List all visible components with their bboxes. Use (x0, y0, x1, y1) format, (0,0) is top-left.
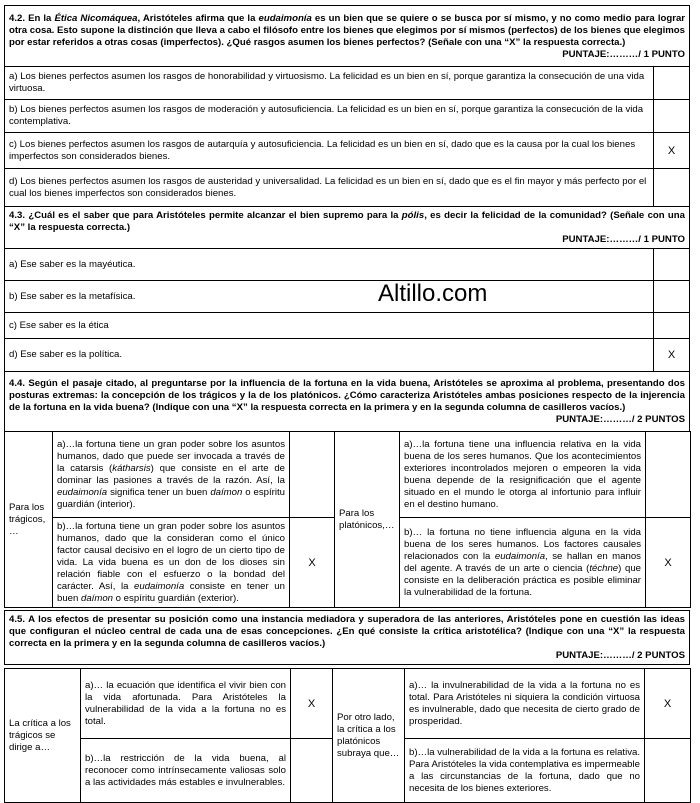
score-line: PUNTAJE:………/ 2 PUNTOS (555, 650, 685, 661)
platonic-critique-answer-box-b[interactable] (645, 739, 691, 803)
question-4-5-grid (4, 668, 691, 803)
question-4-5-prompt: 4.5. A los efectos de presentar su posición como una instancia mediadora y superadora de las anteriores, Aristóteles pone en cuestión las ideas que configuran el núcleo central de cada una de esas concepciones. ¿En qué consiste la crítica aristotélica? (Indique con una “X” la respuesta correcta en la primera y en la segunda columna de casilleros vacíos.) PUNTAJE:………/ 2 PUNTOS (5, 611, 690, 665)
tragic-critique-option-a: a)… la ecuación que identifica el vivir bien con la vida afortunada. Para Aristóteles la vulnerabilidad de la vida a la fortuna no es total. (81, 669, 291, 739)
answer-box-b[interactable] (653, 281, 689, 313)
platonic-critique-option-b: b)…la vulnerabilidad de la vida a la fortuna es relativa. Para Aristóteles la vida contemplativa es impermeable a las circunstancias de la fortuna, dado que no necesita de los bienes exteriores. (405, 739, 645, 803)
platonic-critique-answer-box-a[interactable]: X (645, 669, 691, 739)
answer-box-a[interactable] (653, 67, 689, 100)
score-line: PUNTAJE:………/ 2 PUNTOS (555, 414, 685, 425)
question-4-4-prompt: 4.4. Según el pasaje citado, al preguntarse por la influencia de la fortuna en la vida buena, Aristóteles se aproxima al problema, presentando dos posturas extremas: la concepción de los trágicos y la de los platónicos. ¿Cómo caracteriza Aristóteles ambas posiciones respecto de la injerencia de la fortuna en la vida buena? (Indique con una “X” la respuesta correcta en la primera y en la segunda columna de casilleros vacíos.) PUNTAJE:………/ 2 PUNTOS (5, 372, 690, 432)
question-number: 4.2. (9, 12, 26, 24)
platonic-label: Para los platónicos,… (335, 432, 400, 608)
platonic-option-b: b)… la fortuna no tiene influencia alguna en la vida buena de los seres humanos. Los factores causales relacionados con la eudaimonía, se hallan en manos del agente. A través de un arte o ciencia (téchne) que consiste en la deliberación práctica es posible eliminar la vulnerabilidad de la fortuna. (400, 518, 646, 608)
question-number: 4.5. (9, 614, 26, 625)
option-a: a) Ese saber es la mayéutica. (5, 249, 654, 281)
tragic-critique-option-b: b)…la restricción de la vida buena, al reconocer como intrínsecamente valiosas solo a las actividades más estables e invulnerables. (81, 739, 291, 803)
tragic-label: Para los trágicos, … (5, 432, 53, 608)
answer-box-d[interactable]: X (653, 339, 689, 372)
answer-box-c[interactable]: X (653, 133, 689, 169)
option-c: c) Ese saber es la ética (5, 313, 654, 339)
answer-box-a[interactable] (653, 249, 689, 281)
tragic-critique-answer-box-b[interactable] (291, 739, 333, 803)
platonic-answer-box-b[interactable]: X (646, 518, 691, 608)
question-number: 4.4. (9, 378, 26, 389)
tragic-critique-answer-box-a[interactable]: X (291, 669, 333, 739)
exam-sheet (4, 5, 690, 803)
question-number: 4.3. (9, 210, 26, 221)
option-d: d) Los bienes perfectos asumen los rasgos de austeridad y universalidad. La felicidad es un bien en sí, dado que es el fin mayor y más perfecto por el cual los bienes imperfectos son considerados bienes. (5, 169, 654, 207)
question-4-2-table (4, 5, 690, 432)
platonic-critique-option-a: a)… la invulnerabilidad de la vida a la fortuna no es total. Para Aristóteles ni siquiera la condición virtuosa es invulnerable, dado que necesita de cierto grado de prosperidad. (405, 669, 645, 739)
option-b: b) Ese saber es la metafísica. (5, 281, 654, 313)
question-4-3-prompt: 4.3. ¿Cuál es el saber que para Aristóteles permite alcanzar el bien supremo para la pólis, es decir la felicidad de la comunidad? (Señale con una “X” la respuesta correcta.) PUNTAJE:………/ 1 PUNTO (5, 207, 690, 249)
platonic-option-a: a)…la fortuna tiene una influencia relativa en la vida buena de los seres humanos. Que los acontecimientos exteriores incontrolados mejoren o empeoren la vida buena depende de la resignificación que el agente situado en el mundo le otorga al infortunio para influir en el destino humano. (400, 432, 646, 518)
tragic-answer-box-b[interactable]: X (290, 518, 335, 608)
question-4-4-grid (4, 431, 691, 608)
answer-box-d[interactable] (653, 169, 689, 207)
answer-box-b[interactable] (653, 100, 689, 133)
option-a: a) Los bienes perfectos asumen los rasgos de honorabilidad y virtuosismo. La felicidad es un bien en sí, porque garantiza la consecución de una vida virtuosa. (5, 67, 654, 100)
answer-box-c[interactable] (653, 313, 689, 339)
option-b: b) Los bienes perfectos asumen los rasgos de moderación y autosuficiencia. La felicidad es un bien en sí, porque garantiza la consecución de la vida contemplativa. (5, 100, 654, 133)
watermark: Altillo.com (378, 280, 488, 307)
option-c: c) Los bienes perfectos asumen los rasgos de autarquía y autosuficiencia. La felicidad es un bien en sí, dado que es la causa por la cual los bienes imperfectos son considerados bienes. (5, 133, 654, 169)
question-4-2-prompt: 4.2. En la Ética Nicomáquea, Aristóteles afirma que la eudaimonía es un bien que se quiere o se busca por sí mismo, y no como medio para lograr otra cosa. Esto supone la distinción que lleva a cabo el filósofo entre los bienes que elegimos por sí mismos (perfectos) de los bienes que elegimos por estar referidos a otras cosas (imperfectos). ¿Qué rasgos asumen los bienes perfectos? (Señale con una “X” la respuesta correcta.) PUNTAJE:………/ 1 PUNTO (5, 6, 690, 67)
score-line: PUNTAJE:………/ 1 PUNTO (562, 48, 685, 60)
tragic-option-b: b)…la fortuna tiene un gran poder sobre los asuntos humanos, dado que la consideran como el único factor causal decisivo en el logro de un cierto tipo de vida. La vida buena es un don de los dioses sin relación fiable con el esfuerzo o la bondad del carácter. Así, la eudaimonía consiste en tener un buen daímon o espíritu guardián (exterior). (53, 518, 290, 608)
tragic-answer-box-a[interactable] (290, 432, 335, 518)
score-line: PUNTAJE:………/ 1 PUNTO (562, 234, 685, 245)
question-4-5-header (4, 610, 690, 665)
platonic-critique-label: Por otro lado, la crítica a los platónicos subraya que… (333, 669, 405, 803)
option-d: d) Ese saber es la política. (5, 339, 654, 372)
platonic-answer-box-a[interactable] (646, 432, 691, 518)
tragic-option-a: a)…la fortuna tiene un gran poder sobre los asuntos humanos, dado que puede ser invocada a través de la catarsis (kátharsis) que consiste en el arte de dominar las pasiones a través de la razón. Así, la eudaimonía significa tener un buen daímon o espíritu guardián (interior). (53, 432, 290, 518)
tragic-critique-label: La crítica a los trágicos se dirige a… (5, 669, 81, 803)
